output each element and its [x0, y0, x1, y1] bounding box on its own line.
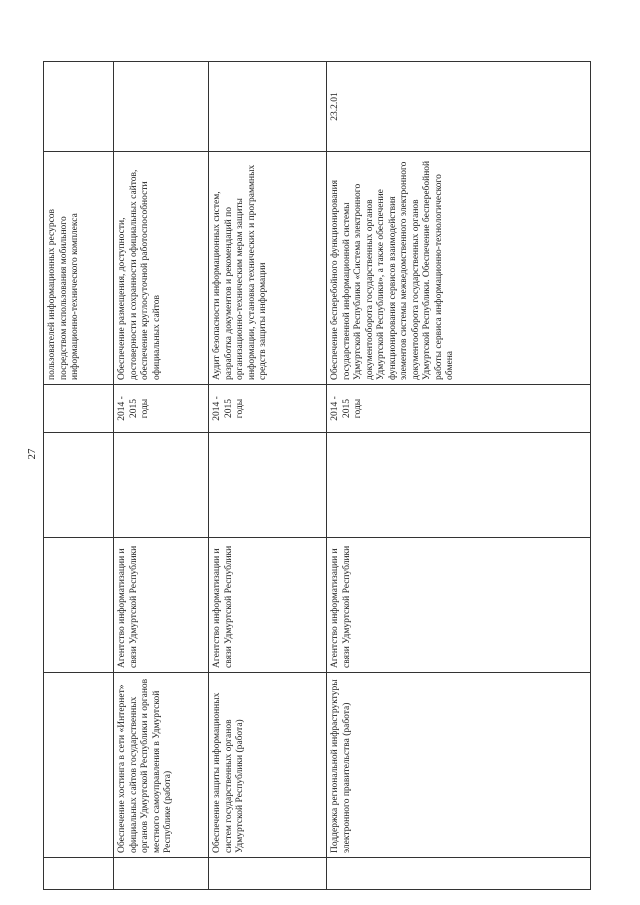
row-cell	[209, 62, 327, 152]
row-cell	[44, 433, 114, 538]
row-cell: Агентство информатизации и связи Удмуртской Республики	[209, 538, 327, 673]
table-row	[44, 62, 114, 890]
row-cell: Агентство информатизации и связи Удмуртской Республики	[114, 538, 209, 673]
row-cell	[114, 858, 209, 890]
row-cell	[114, 62, 209, 152]
row-cell: 2014 - 2015 годы	[114, 385, 209, 433]
table-row	[114, 62, 209, 890]
row-cell: Обеспечение хостинга в сети «Интернет» официальных сайтов государственных органов Удмуртской Республики и органов местного самоуправления в Удмуртской Республике (работа)	[114, 673, 209, 858]
row-cell: 2014 - 2015 годы	[327, 385, 591, 433]
row-cell: Агентство информатизации и связи Удмуртской Республики	[327, 538, 591, 673]
page-number: 27	[26, 448, 38, 460]
row-cell	[114, 433, 209, 538]
row-cell: Обеспечение бесперебойного функционирования государственной информационной системы Удмуртской Республики «Система электронного документооборота государственных органов Удмуртской Республики», а также обеспечение функционирования сервисов взаимодействия элементов системы межведомственного электронного документооборота государственных органов Удмуртской Республики. Обеспечение бесперебойной работы сервиса информационно-технологического обмена	[327, 152, 591, 385]
row-cell	[44, 538, 114, 673]
data-table	[43, 61, 591, 890]
row-cell	[209, 858, 327, 890]
table-row	[327, 62, 591, 890]
row-cell: пользователей информационных ресурсов посредством использования мобильного информационно-технического комплекса	[44, 152, 114, 385]
table-row	[209, 62, 327, 890]
row-cell: Поддержка региональной инфраструктуры электронного правительства (работа)	[327, 673, 591, 858]
row-cell: 23.2.01	[327, 62, 591, 152]
row-cell	[209, 433, 327, 538]
row-cell: Аудит безопасности информационных систем, разработка документов и рекомендаций по организационно-техническим мерам защиты информации, установка технических и программных средств защиты информации	[209, 152, 327, 385]
rotated-table	[43, 62, 590, 890]
row-cell	[44, 385, 114, 433]
row-cell	[44, 673, 114, 858]
row-cell: 2014 - 2015 годы	[209, 385, 327, 433]
row-cell	[327, 433, 591, 538]
row-cell	[44, 62, 114, 152]
row-cell: Обеспечение размещения, доступности, достоверности и сохранности официальных сайтов, обеспечение круглосуточной работоспособности официальных сайтов	[114, 152, 209, 385]
row-cell	[327, 858, 591, 890]
row-cell	[44, 858, 114, 890]
row-cell: Обеспечение защиты информационных систем государственных органов Удмуртской Республики (работа)	[209, 673, 327, 858]
